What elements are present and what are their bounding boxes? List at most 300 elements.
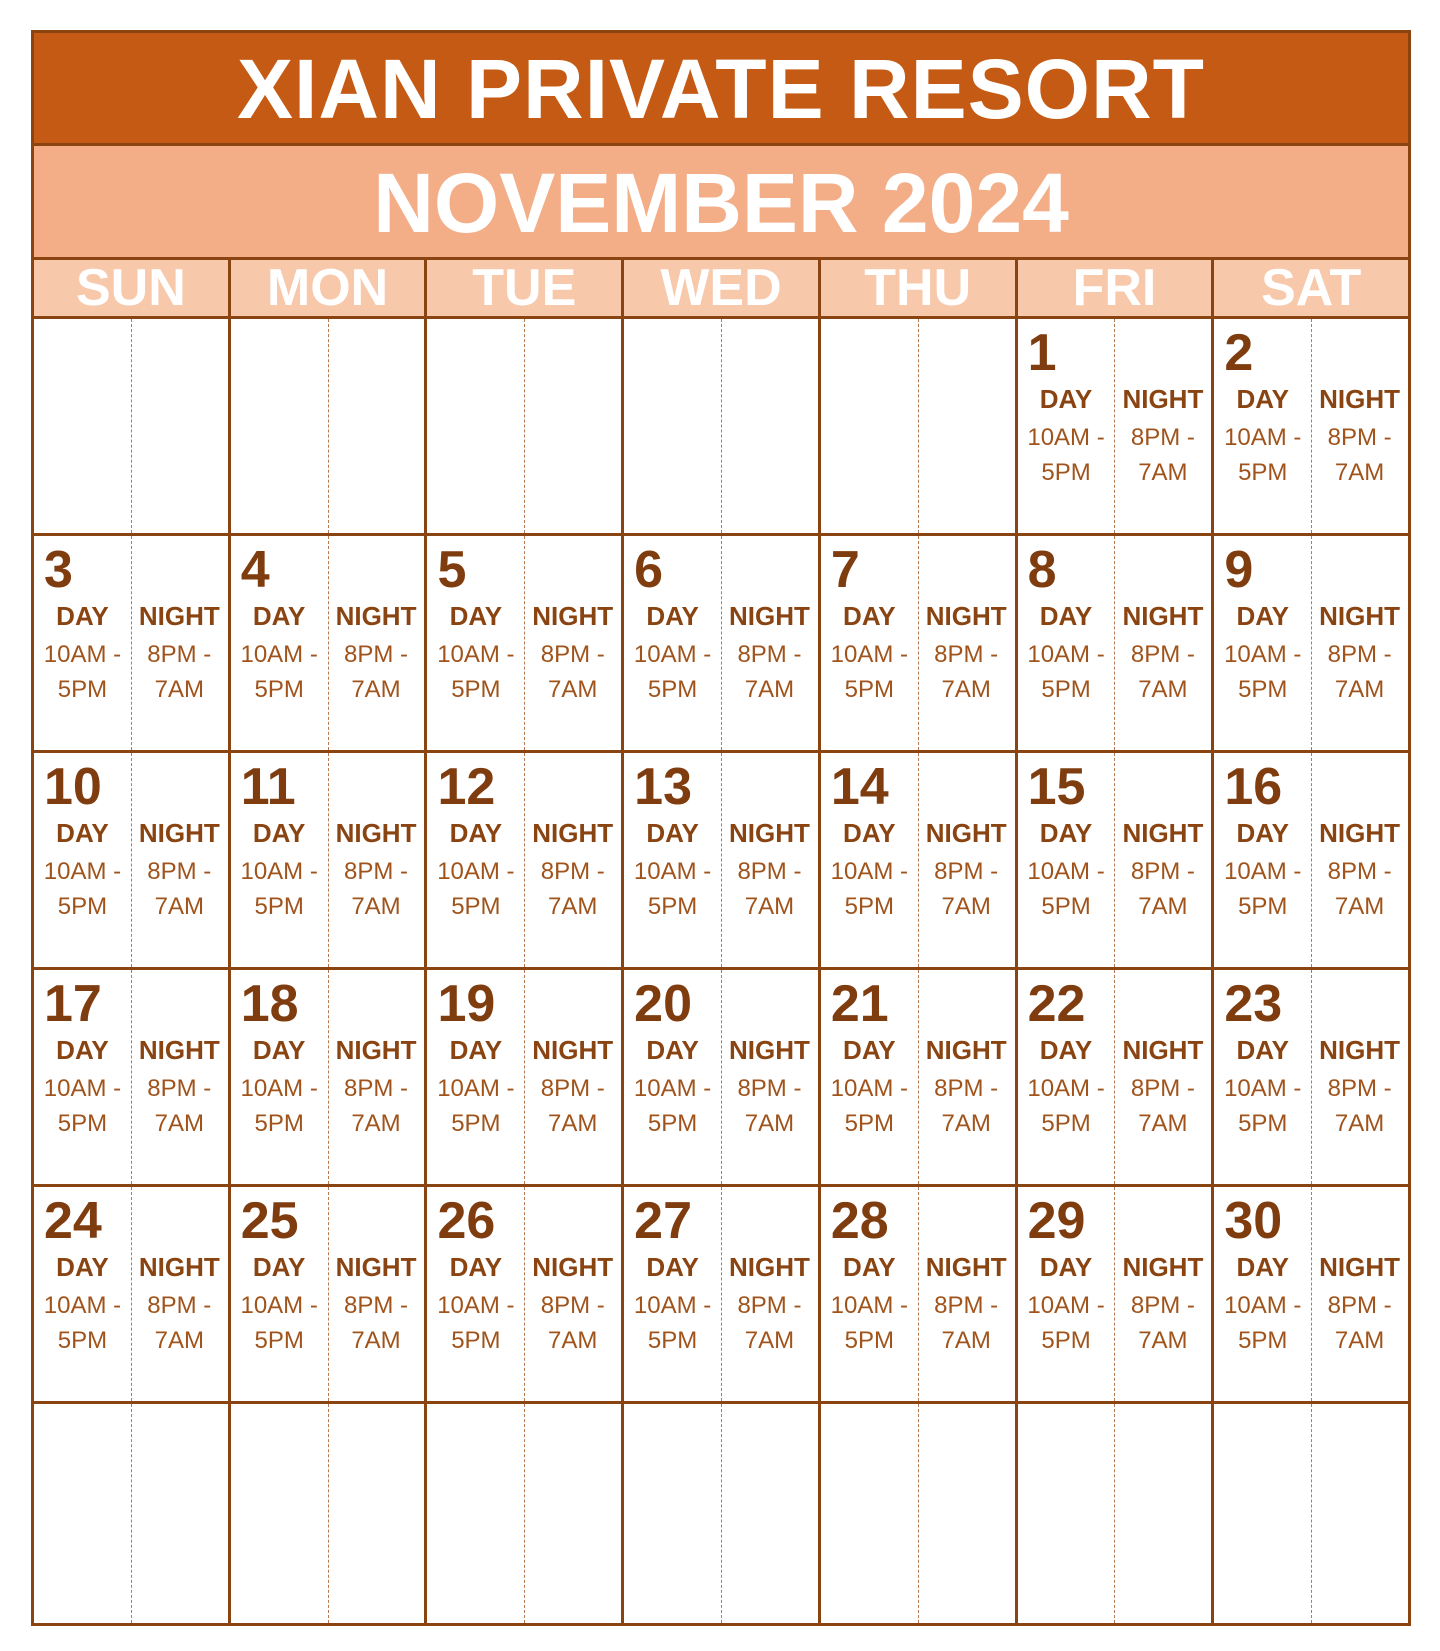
shift-time-start: 8PM - [1327,424,1392,451]
day-shift [34,1249,131,1358]
shift-label: DAY [1039,601,1093,631]
day-cell [818,753,1015,967]
shift-time-start: 10AM - [633,1292,712,1319]
shift-time-end: 7AM [1138,893,1188,920]
empty-day-cell [1015,1404,1212,1623]
shift-label: NIGHT [1122,1035,1204,1065]
week-row [34,1187,1408,1404]
night-shift [328,598,425,707]
shift-label: NIGHT [1319,601,1401,631]
shift-time-start: 10AM - [437,1292,515,1319]
shift-time-end: 5PM [451,1110,501,1137]
day-cell [1211,319,1408,533]
shift-time-end: 7AM [744,676,795,703]
shift-time-start: 8PM - [1130,424,1195,451]
shift-time-start: 10AM - [1224,641,1302,668]
shift-time-end: 7AM [548,1110,598,1137]
shift-time-end: 7AM [941,1327,991,1354]
day-cell [228,1187,425,1401]
shift-time-end: 5PM [1041,1110,1091,1137]
shift-label: DAY [56,818,109,848]
weekday-tue: TUE [424,260,621,316]
shift-label: NIGHT [532,818,614,848]
shift-time-start: 8PM - [540,641,605,668]
night-shift [524,815,621,924]
day-shift [34,598,131,707]
day-number: 21 [830,975,889,1033]
shift-time-start: 10AM - [43,641,122,668]
day-cell [1015,1187,1212,1401]
day-cell [424,536,621,750]
cell-divider [131,319,132,533]
empty-day-cell [228,319,425,533]
shift-time-end: 7AM [154,676,204,703]
day-shift [427,598,524,707]
cell-divider [328,319,329,533]
cell-divider [721,319,722,533]
day-shift [231,815,328,924]
shift-label: NIGHT [729,1252,810,1282]
day-cell [424,970,621,1184]
shift-time-end: 5PM [254,676,304,703]
day-cell [228,970,425,1184]
day-shift [821,598,918,707]
day-number: 12 [437,758,496,816]
shift-time-start: 8PM - [147,641,212,668]
shift-label: NIGHT [335,1035,417,1065]
day-shift [231,1249,328,1358]
shift-time-start: 10AM - [240,641,318,668]
shift-label: DAY [646,1252,699,1282]
shift-label: DAY [449,1035,503,1065]
shift-time-end: 7AM [1334,893,1385,920]
shift-label: NIGHT [335,818,417,848]
shift-time-end: 5PM [254,893,304,920]
night-shift [918,1032,1015,1141]
day-shift [231,1032,328,1141]
shift-time-end: 7AM [744,1327,795,1354]
day-cell [34,1187,228,1401]
shift-time-start: 8PM - [737,1292,802,1319]
day-number: 25 [240,1192,299,1250]
shift-time-end: 7AM [941,676,991,703]
day-shift [34,815,131,924]
shift-time-end: 7AM [154,893,204,920]
shift-time-start: 10AM - [240,1292,318,1319]
day-cell [1015,970,1212,1184]
shift-time-start: 8PM - [1130,858,1195,885]
night-shift [524,1032,621,1141]
weekday-sat: SAT [1211,260,1408,316]
shift-label: NIGHT [1319,384,1401,414]
day-number: 13 [634,758,692,816]
day-number: 24 [44,1192,102,1250]
day-number: 22 [1027,975,1086,1033]
shift-time-start: 10AM - [1224,424,1302,451]
shift-time-end: 7AM [548,893,598,920]
shift-label: NIGHT [925,1035,1007,1065]
night-shift [524,1249,621,1358]
day-number: 8 [1027,541,1057,599]
day-number: 30 [1224,1192,1283,1250]
empty-day-cell [621,1404,818,1623]
shift-time-start: 8PM - [540,1292,605,1319]
night-shift [328,1249,425,1358]
day-cell [621,753,818,967]
shift-time-start: 10AM - [437,641,515,668]
day-number: 6 [634,541,664,599]
shift-label: NIGHT [925,1252,1007,1282]
shift-label: NIGHT [1122,601,1204,631]
shift-time-end: 7AM [351,676,401,703]
shift-label: DAY [1236,1035,1289,1065]
cell-divider [524,319,525,533]
week-row [34,319,1408,536]
cell-divider [918,1404,919,1623]
shift-time-start: 8PM - [344,641,409,668]
shift-label: DAY [252,601,306,631]
night-shift [1311,1249,1408,1358]
day-cell [228,536,425,750]
shift-label: DAY [56,1035,109,1065]
shift-label: DAY [1039,384,1093,414]
shift-time-end: 7AM [1334,1110,1385,1137]
shift-time-start: 8PM - [344,858,409,885]
shift-label: NIGHT [925,818,1007,848]
shift-label: DAY [1039,818,1093,848]
weekday-header-row [34,260,1408,319]
shift-time-start: 10AM - [43,1075,122,1102]
day-number: 27 [634,1192,692,1250]
shift-time-start: 10AM - [1027,1292,1105,1319]
day-number: 28 [830,1192,889,1250]
shift-time-start: 10AM - [1027,1075,1105,1102]
shift-label: NIGHT [925,601,1007,631]
shift-time-end: 5PM [844,893,894,920]
shift-time-end: 5PM [57,1327,108,1354]
shift-time-start: 8PM - [737,858,802,885]
shift-time-start: 8PM - [540,1075,605,1102]
shift-time-start: 10AM - [1224,1292,1302,1319]
shift-time-start: 8PM - [1327,641,1392,668]
shift-time-end: 5PM [1041,459,1091,486]
day-shift [1018,598,1115,707]
day-cell [228,753,425,967]
day-number: 3 [44,541,73,599]
night-shift [721,1032,818,1141]
shift-label: DAY [646,818,699,848]
resort-title: XIAN PRIVATE RESORT [34,33,1408,146]
shift-time-start: 8PM - [934,858,999,885]
night-shift [1114,1249,1211,1358]
day-shift [1018,1032,1115,1141]
shift-label: NIGHT [532,601,614,631]
day-cell [34,536,228,750]
shift-time-start: 10AM - [437,858,515,885]
empty-day-cell [228,1404,425,1623]
shift-time-end: 5PM [254,1110,304,1137]
shift-time-end: 7AM [744,893,795,920]
shift-label: NIGHT [138,818,220,848]
week-row [34,536,1408,753]
weekday-thu: THU [818,260,1015,316]
shift-time-end: 5PM [647,1110,698,1137]
day-shift [1214,381,1311,490]
month-title: NOVEMBER 2024 [34,146,1408,260]
empty-day-cell [621,319,818,533]
shift-time-end: 7AM [744,1110,795,1137]
shift-label: DAY [449,601,503,631]
shift-time-start: 10AM - [830,1075,908,1102]
shift-time-start: 10AM - [240,1075,318,1102]
night-shift [721,1249,818,1358]
day-cell [1211,1187,1408,1401]
shift-label: DAY [843,818,896,848]
night-shift [918,815,1015,924]
shift-time-end: 7AM [351,1327,401,1354]
day-number: 15 [1027,758,1086,816]
day-number: 5 [437,541,467,599]
shift-time-start: 10AM - [1224,858,1302,885]
shift-time-end: 5PM [57,893,108,920]
shift-label: DAY [843,1035,896,1065]
shift-time-start: 10AM - [830,641,908,668]
weekday-sun: SUN [34,260,228,316]
day-cell [621,536,818,750]
night-shift [131,598,228,707]
day-cell [1015,319,1212,533]
shift-time-start: 8PM - [1130,1075,1195,1102]
day-shift [1214,598,1311,707]
shift-label: NIGHT [1319,1035,1401,1065]
shift-time-end: 5PM [844,676,894,703]
day-cell [1211,970,1408,1184]
cell-divider [1114,1404,1115,1623]
day-shift [1214,815,1311,924]
day-shift [1214,1249,1311,1358]
shift-label: DAY [56,1252,109,1282]
day-number: 17 [44,975,102,1033]
shift-time-end: 5PM [844,1327,894,1354]
shift-time-start: 10AM - [830,1292,908,1319]
shift-label: NIGHT [1319,818,1401,848]
shift-time-start: 8PM - [1130,641,1195,668]
day-cell [621,970,818,1184]
day-number: 9 [1224,541,1254,599]
shift-label: DAY [646,1035,699,1065]
shift-time-start: 8PM - [1327,1292,1392,1319]
night-shift [328,815,425,924]
day-number: 26 [437,1192,496,1250]
shift-time-end: 5PM [254,1327,304,1354]
cell-divider [721,1404,722,1623]
day-cell [818,536,1015,750]
shift-time-end: 5PM [647,893,698,920]
day-shift [821,815,918,924]
day-shift [624,815,721,924]
shift-time-end: 7AM [154,1110,204,1137]
day-shift [624,598,721,707]
shift-time-start: 8PM - [540,858,605,885]
shift-label: NIGHT [138,1252,220,1282]
shift-time-start: 10AM - [633,858,712,885]
shift-time-end: 7AM [1138,676,1188,703]
shift-label: NIGHT [729,1035,810,1065]
day-shift [821,1032,918,1141]
night-shift [328,1032,425,1141]
shift-time-start: 10AM - [437,1075,515,1102]
night-shift [1114,381,1211,490]
cell-divider [524,1404,525,1623]
weekday-wed: WED [621,260,818,316]
night-shift [918,1249,1015,1358]
shift-time-end: 7AM [941,1110,991,1137]
empty-day-cell [818,319,1015,533]
day-shift [1214,1032,1311,1141]
shift-time-end: 5PM [57,676,108,703]
shift-label: DAY [843,1252,896,1282]
shift-label: DAY [252,818,306,848]
shift-label: DAY [843,601,896,631]
shift-time-end: 7AM [941,893,991,920]
day-shift [427,815,524,924]
shift-time-end: 5PM [844,1110,894,1137]
shift-label: DAY [1236,1252,1289,1282]
shift-time-start: 8PM - [737,1075,802,1102]
shift-label: NIGHT [729,601,810,631]
empty-day-cell [1211,1404,1408,1623]
day-cell [34,753,228,967]
day-number: 7 [830,541,860,599]
day-shift [1018,381,1115,490]
day-number: 29 [1027,1192,1086,1250]
shift-time-end: 5PM [1041,676,1091,703]
shift-time-end: 7AM [1334,676,1385,703]
shift-label: NIGHT [335,1252,417,1282]
cell-divider [1311,1404,1312,1623]
shift-time-end: 7AM [548,1327,598,1354]
day-cell [818,1187,1015,1401]
day-number: 23 [1224,975,1283,1033]
day-number: 20 [634,975,692,1033]
shift-time-start: 10AM - [240,858,318,885]
shift-time-end: 5PM [647,1327,698,1354]
day-cell [818,970,1015,1184]
day-shift [1018,815,1115,924]
shift-time-start: 8PM - [147,1292,212,1319]
shift-time-end: 5PM [451,1327,501,1354]
shift-time-start: 8PM - [344,1075,409,1102]
day-number: 2 [1224,324,1254,382]
shift-time-end: 7AM [154,1327,204,1354]
shift-time-end: 5PM [1238,676,1288,703]
shift-time-start: 8PM - [934,641,999,668]
shift-time-start: 10AM - [43,858,122,885]
shift-label: DAY [56,601,109,631]
shift-time-start: 8PM - [147,858,212,885]
calendar [31,30,1411,1626]
night-shift [1311,815,1408,924]
shift-time-start: 8PM - [934,1292,999,1319]
day-cell [1015,536,1212,750]
night-shift [721,815,818,924]
shift-time-end: 5PM [1041,893,1091,920]
shift-label: DAY [252,1035,306,1065]
day-shift [427,1249,524,1358]
shift-time-end: 7AM [1334,1327,1385,1354]
night-shift [131,815,228,924]
night-shift [1114,815,1211,924]
night-shift [1114,598,1211,707]
empty-day-cell [424,319,621,533]
cell-divider [131,1404,132,1623]
shift-label: NIGHT [1122,1252,1204,1282]
week-row [34,753,1408,970]
shift-time-end: 7AM [351,1110,401,1137]
empty-day-cell [34,1404,228,1623]
day-number: 18 [240,975,299,1033]
day-shift [624,1032,721,1141]
shift-time-end: 5PM [451,676,501,703]
day-number: 10 [44,758,102,816]
day-cell [34,970,228,1184]
shift-time-start: 10AM - [1224,1075,1302,1102]
day-cell [1211,536,1408,750]
day-number: 19 [437,975,496,1033]
shift-label: NIGHT [1122,818,1204,848]
shift-label: DAY [1039,1035,1093,1065]
shift-label: DAY [252,1252,306,1282]
week-row [34,970,1408,1187]
day-shift [231,598,328,707]
day-number: 1 [1027,324,1057,382]
night-shift [131,1032,228,1141]
day-cell [621,1187,818,1401]
shift-time-start: 10AM - [43,1292,122,1319]
shift-label: NIGHT [532,1035,614,1065]
shift-label: NIGHT [1319,1252,1401,1282]
shift-time-end: 7AM [351,893,401,920]
day-number: 16 [1224,758,1283,816]
shift-time-end: 5PM [451,893,501,920]
shift-time-end: 5PM [1238,459,1288,486]
shift-label: NIGHT [138,601,220,631]
shift-time-start: 10AM - [633,1075,712,1102]
shift-time-start: 10AM - [1027,641,1105,668]
night-shift [721,598,818,707]
shift-time-end: 7AM [1138,1110,1188,1137]
shift-time-start: 10AM - [633,641,712,668]
shift-time-end: 5PM [1238,893,1288,920]
day-shift [624,1249,721,1358]
empty-day-cell [818,1404,1015,1623]
shift-time-start: 10AM - [1027,858,1105,885]
shift-time-start: 8PM - [934,1075,999,1102]
week-row [34,1404,1408,1623]
day-number: 14 [830,758,889,816]
night-shift [1311,1032,1408,1141]
night-shift [524,598,621,707]
shift-time-end: 5PM [647,676,698,703]
day-cell [1211,753,1408,967]
cell-divider [328,1404,329,1623]
shift-time-start: 10AM - [830,858,908,885]
shift-label: DAY [1236,384,1289,414]
day-shift [427,1032,524,1141]
shift-time-start: 8PM - [1130,1292,1195,1319]
empty-day-cell [424,1404,621,1623]
night-shift [1311,598,1408,707]
